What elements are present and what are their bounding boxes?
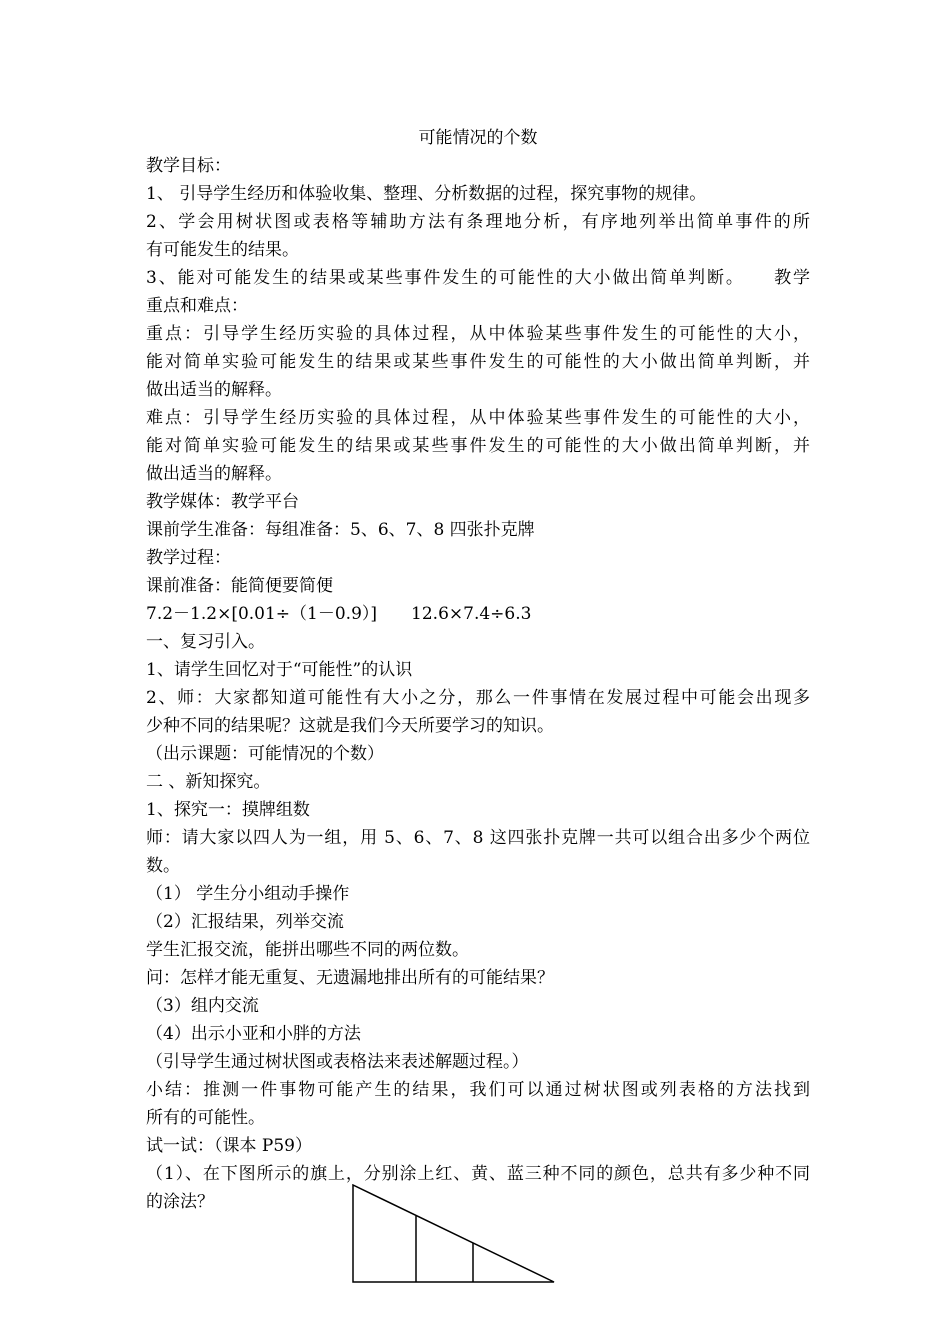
try-it: 试一试：（课本 P59） (146, 1136, 312, 1156)
document-title: 可能情况的个数 (418, 128, 538, 148)
objective-3: 3、能对可能发生的结果或某些事件发生的可能性的大小做出简单判断。 教学 (146, 268, 810, 288)
teacher-instruction-cont: 数。 (146, 856, 180, 876)
student-preparation: 课前学生准备：每组准备：5、6、7、8 四张扑克牌 (146, 520, 535, 540)
exercise-1: （1）、在下图所示的旗上，分别涂上红、黄、蓝三种不同的颜色，总共有多少种不同 (146, 1164, 810, 1184)
expression-left: 7.2－1.2×[0.01÷（1－0.9）] (146, 604, 378, 624)
expression-right: 12.6×7.4÷6.3 (411, 604, 532, 624)
summary: 小结：推测一件事物可能产生的结果，我们可以通过树状图或列表格的方法找到 (146, 1080, 810, 1100)
difficulty-line-2: 能对简单实验可能发生的结果或某些事件发生的可能性的大小做出简单判断，并 (146, 436, 810, 456)
review-step-1: 1、请学生回忆对于“可能性”的认识 (146, 660, 413, 680)
section-new-knowledge: 二 、新知探究。 (146, 772, 271, 792)
objective-2-cont: 有可能发生的结果。 (146, 240, 299, 260)
heading-teaching-process: 教学过程： (146, 548, 231, 568)
review-step-2: 2、师：大家都知道可能性有大小之分，那么一件事情在发展过程中可能会出现多 (146, 688, 810, 708)
difficulty-line-1: 难点：引导学生经历实验的具体过程，从中体验某些事件发生的可能性的大小， (146, 408, 810, 428)
exploration-1: 1、探究一：摸牌组数 (146, 800, 310, 820)
section-review: 一、复习引入。 (146, 632, 265, 652)
pre-class-preparation: 课前准备：能简便要简便 (146, 576, 333, 596)
step-1: （1） 学生分小组动手操作 (146, 884, 350, 904)
step-2: （2）汇报结果，列举交流 (146, 912, 344, 932)
guide-note: （引导学生通过树状图或表格法来表述解题过程。） (146, 1052, 529, 1072)
question: 问：怎样才能无重复、无遗漏地排出所有的可能结果？ (146, 968, 554, 988)
student-report: 学生汇报交流，能拼出哪些不同的两位数。 (146, 940, 469, 960)
key-point-line-2: 能对简单实验可能发生的结果或某些事件发生的可能性的大小做出简单判断，并 (146, 352, 810, 372)
key-point-line-1: 重点：引导学生经历实验的具体过程，从中体验某些事件发生的可能性的大小， (146, 324, 810, 344)
review-step-2-cont: 少种不同的结果呢？这就是我们今天所要学习的知识。 (146, 716, 554, 736)
objective-2: 2、学会用树状图或表格等辅助方法有条理地分析，有序地列举出简单事件的所 (146, 212, 810, 232)
heading-objectives: 教学目标： (146, 156, 231, 176)
teacher-instruction: 师：请大家以四人为一组，用 5、6、7、8 这四张扑克牌一共可以组合出多少个两位 (146, 828, 810, 848)
exercise-1-cont: 的涂法？ (146, 1192, 214, 1212)
difficulty-line-3: 做出适当的解释。 (146, 464, 282, 484)
show-topic: （出示课题：可能情况的个数） (146, 744, 384, 764)
teaching-media: 教学媒体：教学平台 (146, 492, 299, 512)
objective-1: 1、 引导学生经历和体验收集、整理、分析数据的过程，探究事物的规律。 (146, 184, 707, 204)
heading-key-points: 重点和难点： (146, 296, 248, 316)
key-point-line-3: 做出适当的解释。 (146, 380, 282, 400)
step-4: （4）出示小亚和小胖的方法 (146, 1024, 361, 1044)
flag-outline (353, 1185, 554, 1282)
step-3: （3）组内交流 (146, 996, 259, 1016)
summary-cont: 所有的可能性。 (146, 1108, 265, 1128)
flag-diagram (352, 1184, 558, 1284)
math-expressions (146, 600, 810, 628)
document-page (146, 124, 810, 1216)
